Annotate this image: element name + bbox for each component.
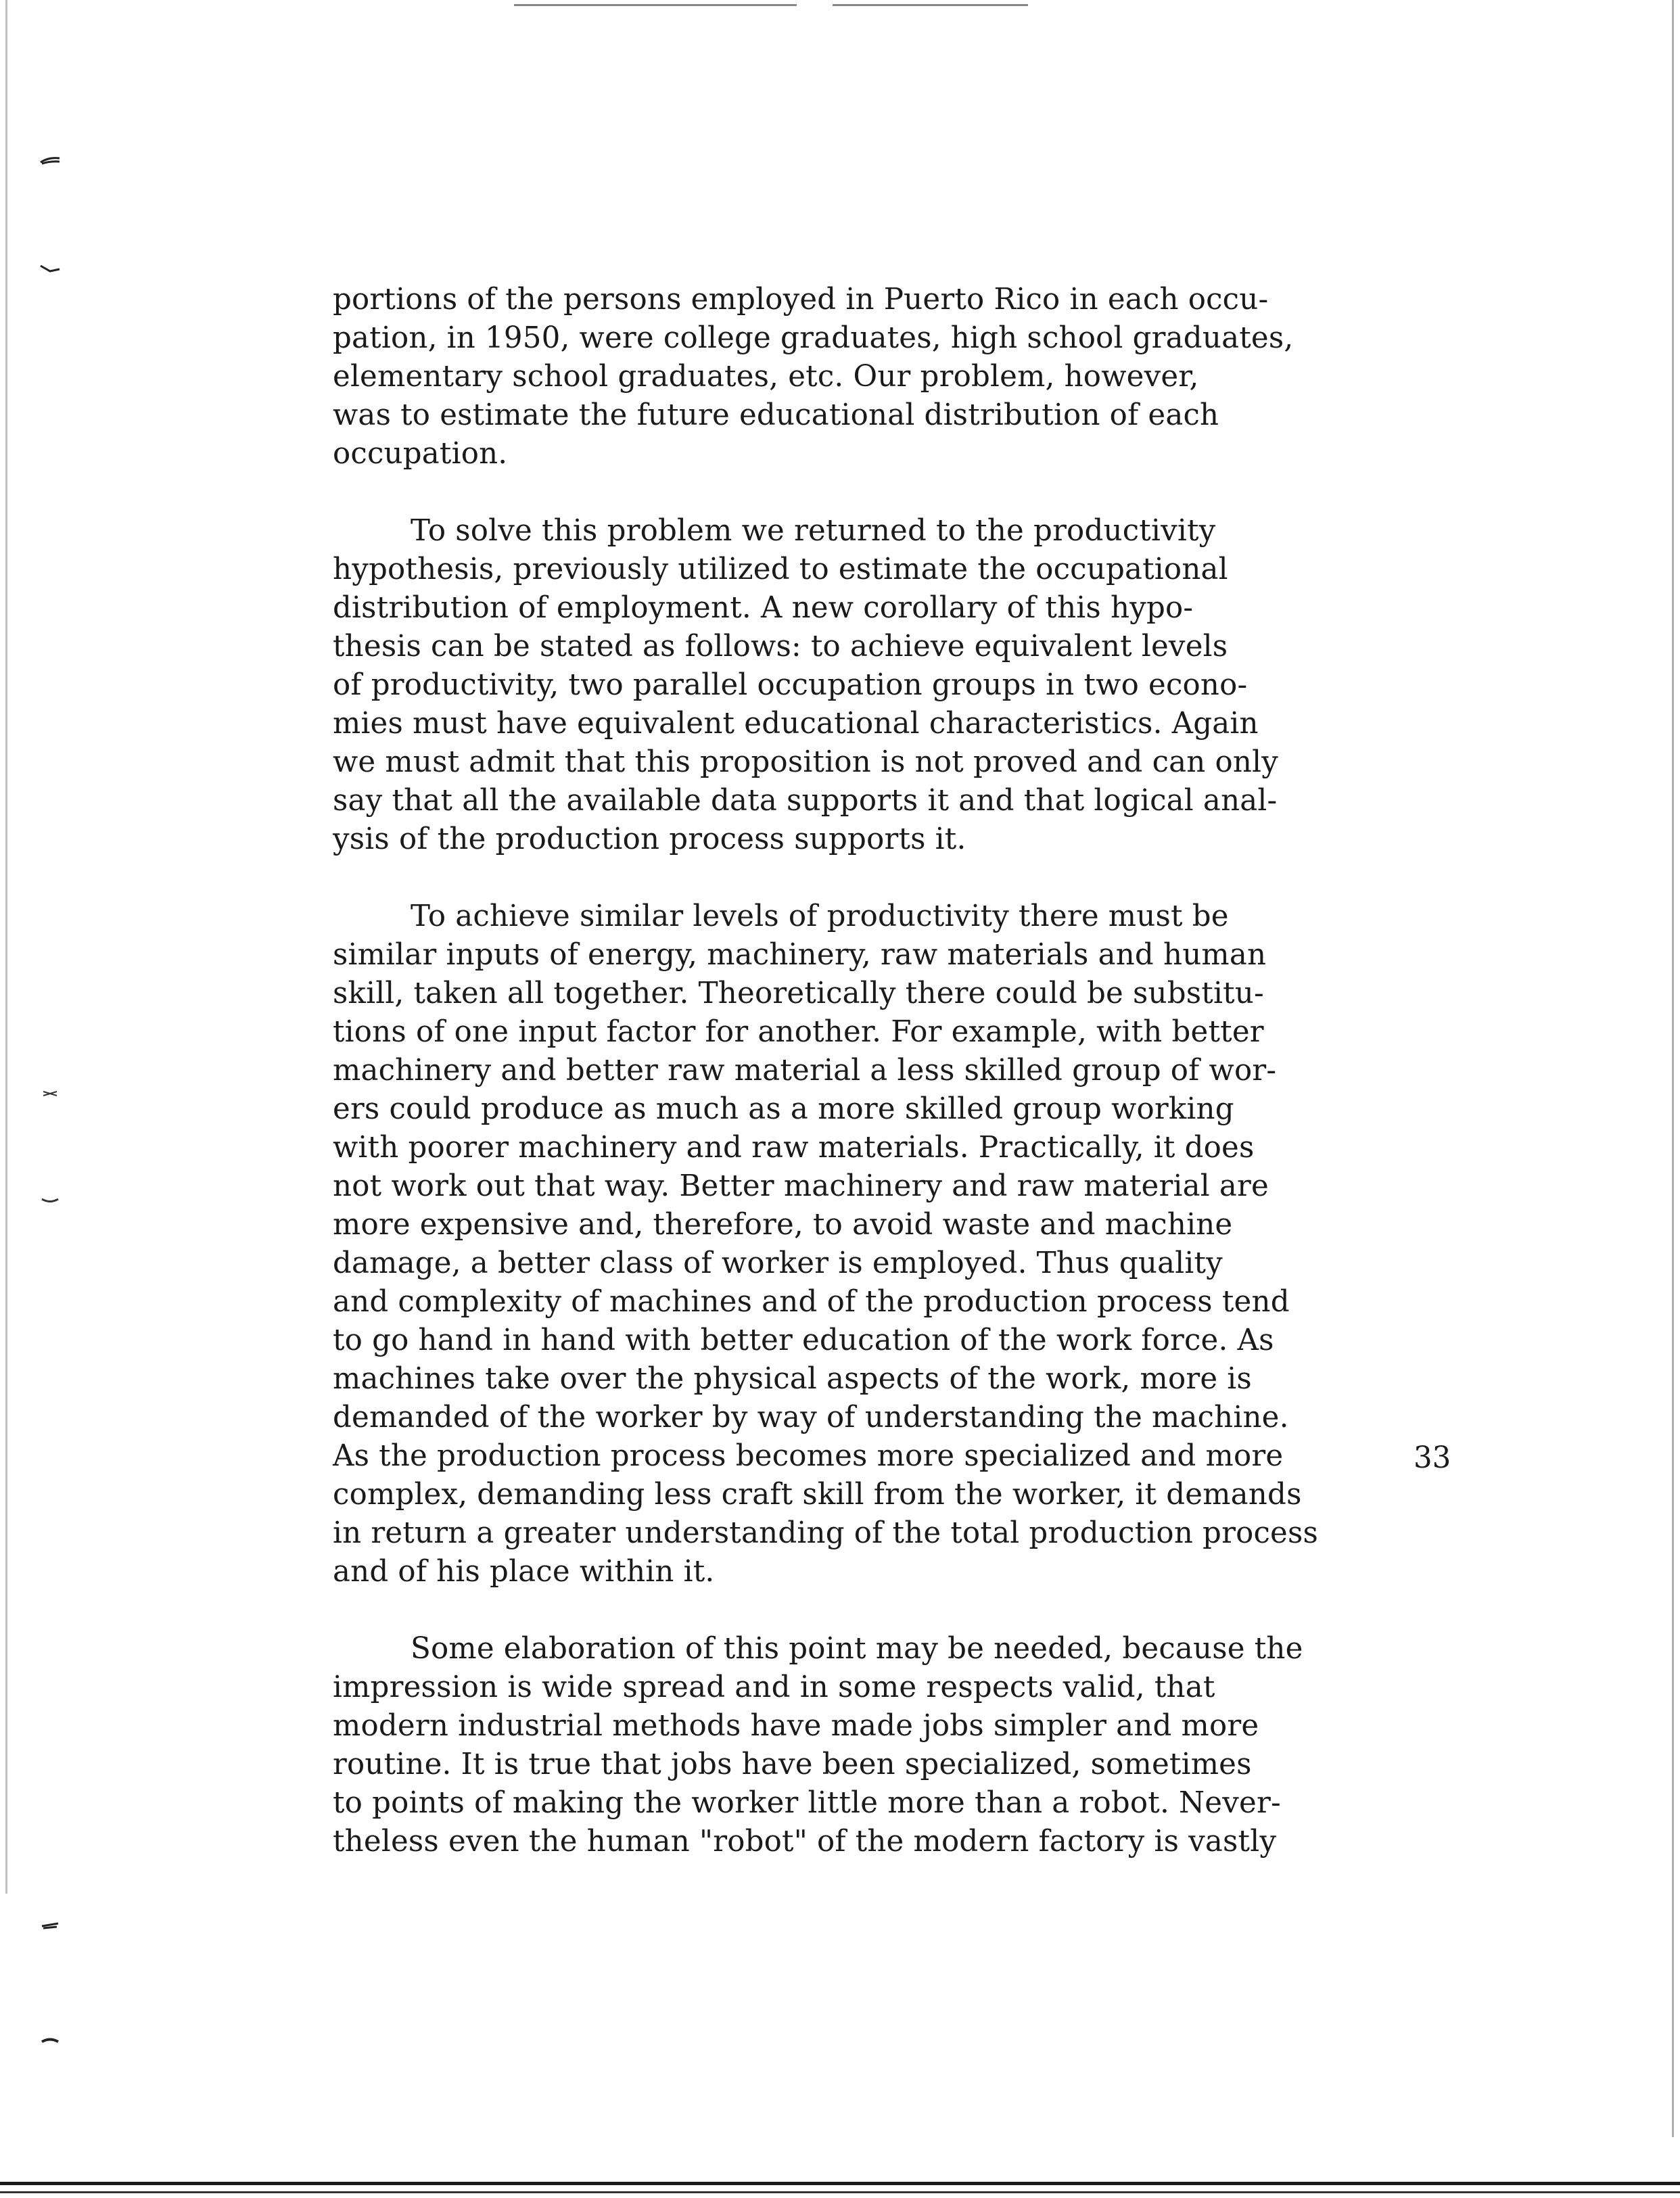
body-text <box>333 281 1483 1861</box>
text-line: not work out that way. Better machinery and raw material are <box>333 1169 1269 1203</box>
text-line: skill, taken all together. Theoretically there could be substitu- <box>333 977 1264 1010</box>
text-line: theless even the human "robot" of the modern factory is vastly <box>333 1825 1277 1858</box>
scan-edge-right <box>1672 0 1674 2137</box>
text-line: and of his place within it. <box>333 1555 715 1589</box>
text-line: to go hand in hand with better education of the work force. As <box>333 1324 1274 1357</box>
text-line: in return a greater understanding of the total production process <box>333 1516 1319 1550</box>
text-line: occupation. <box>333 437 508 471</box>
text-line: we must admit that this proposition is not proved and can only <box>333 745 1279 779</box>
scan-edge-left <box>5 0 7 1894</box>
text-line: more expensive and, therefore, to avoid waste and machine <box>333 1208 1233 1242</box>
margin-mark-icon <box>39 264 62 273</box>
text-line: ysis of the production process supports it. <box>333 822 966 856</box>
text-line: ers could produce as much as a more skilled group working <box>333 1092 1234 1126</box>
text-line: similar inputs of energy, machinery, raw materials and human <box>333 938 1267 972</box>
text-line: To solve this problem we returned to the productivity <box>411 514 1216 548</box>
text-line: to points of making the worker little more than a robot. Never- <box>333 1786 1281 1820</box>
text-line: demanded of the worker by way of understanding the machine. <box>333 1401 1289 1434</box>
text-line: machines take over the physical aspects of the work, more is <box>333 1362 1252 1396</box>
text-line: of productivity, two parallel occupation groups in two econo- <box>333 668 1248 702</box>
text-line: portions of the persons employed in Puerto Rico in each occu- <box>333 283 1269 317</box>
paragraph-4 <box>333 1630 1483 1861</box>
paragraph-1 <box>333 281 1483 473</box>
text-line: elementary school graduates, etc. Our problem, however, <box>333 360 1199 394</box>
text-line: impression is wide spread and in some respects valid, that <box>333 1670 1215 1704</box>
text-line: To achieve similar levels of productivity there must be <box>411 899 1229 933</box>
scan-edge-bottom-2 <box>0 2191 1680 2193</box>
text-line: mies must have equivalent educational characteristics. Again <box>333 707 1259 741</box>
text-line: Some elaboration of this point may be needed, because the <box>411 1632 1303 1666</box>
text-line: with poorer machinery and raw materials. Practically, it does <box>333 1131 1255 1165</box>
page-number: 33 <box>1414 1441 1451 1475</box>
text-line: routine. It is true that jobs have been specialized, sometimes <box>333 1748 1252 1781</box>
margin-mark-icon <box>39 2036 62 2045</box>
text-line: complex, demanding less craft skill from the worker, it demands <box>333 1478 1302 1512</box>
text-line: tions of one input factor for another. For example, with better <box>333 1015 1264 1049</box>
text-line: As the production process becomes more specialized and more <box>333 1439 1284 1473</box>
text-line: hypothesis, previously utilized to estimate the occupational <box>333 553 1228 586</box>
text-line: and complexity of machines and of the production process tend <box>333 1285 1290 1319</box>
text-line: pation, in 1950, were college graduates, high school graduates, <box>333 321 1294 355</box>
margin-mark-icon <box>39 1196 62 1205</box>
text-line: distribution of employment. A new corollary of this hypo- <box>333 591 1194 625</box>
margin-mark-icon <box>39 1089 62 1098</box>
text-line: damage, a better class of worker is employed. Thus quality <box>333 1246 1223 1280</box>
scan-edge-top <box>514 4 1028 6</box>
text-line: machinery and better raw material a less skilled group of wor- <box>333 1054 1277 1088</box>
text-line: say that all the available data supports it and that logical anal- <box>333 784 1278 818</box>
text-line: was to estimate the future educational distribution of each <box>333 398 1219 432</box>
text-line: modern industrial methods have made jobs simpler and more <box>333 1709 1259 1743</box>
text-line: thesis can be stated as follows: to achieve equivalent levels <box>333 630 1228 663</box>
paragraph-3 <box>333 897 1483 1591</box>
margin-mark-icon <box>39 156 62 165</box>
scan-edge-bottom <box>0 2182 1680 2185</box>
margin-mark-icon <box>39 1921 62 1930</box>
paragraph-2 <box>333 512 1483 859</box>
